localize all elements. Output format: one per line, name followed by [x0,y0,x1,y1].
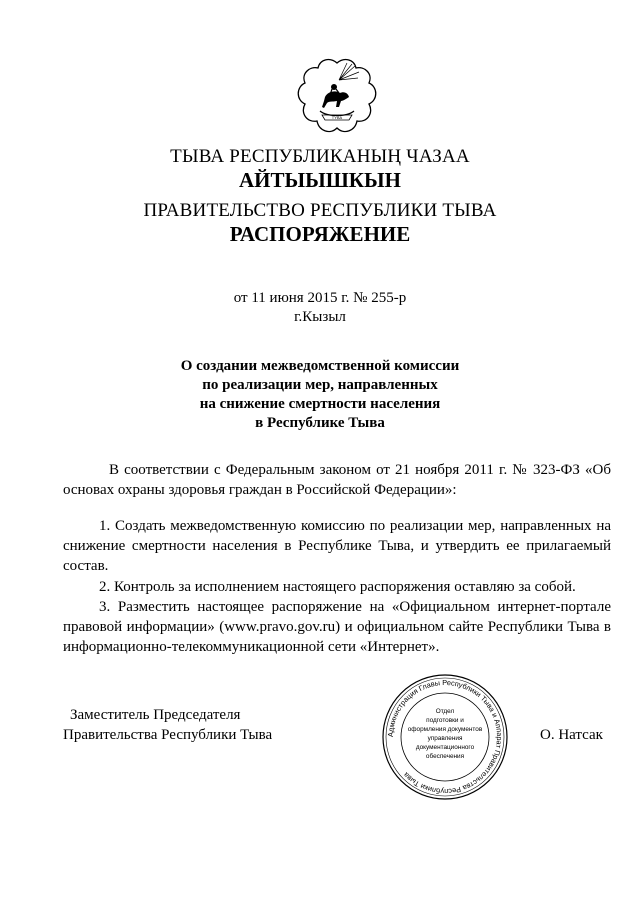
document-title [0,357,640,433]
header-tuvan-government: ТЫВА РЕСПУБЛИКАНЫҢ ЧАЗАА [170,146,470,167]
preamble-paragraph: В соответствии с Федеральным законом от 21 ноября 2011 г. № 323-ФЗ «Об основах охраны здоровья граждан в Российской Федерации»: [63,462,611,498]
stamp-center-line: подготовки и [426,717,464,724]
signatory-name: О. Натсак [540,727,603,743]
order-item-3: 3. Разместить настоящее распоряжение на «Официальном интернет-портале правовой информации» (www.pravo.gov.ru) и официальном сайте Республики Тыва в информационно-телекоммуникационной сети «Интернет». [63,599,611,655]
title-line: в Республике Тыва [255,415,385,431]
signatory-position-line2: Правительства Республики Тыва [63,727,273,743]
official-stamp [380,672,510,802]
svg-text:TYBA: TYBA [331,115,343,120]
coat-of-arms-tyva-icon [292,55,382,145]
document-date-number: от 11 июня 2015 г. № 255-р [233,290,407,306]
title-line: на снижение смертности населения [199,396,441,412]
stamp-center-line: управления [427,735,463,742]
header-russian-doc-type: РАСПОРЯЖЕНИЕ [229,222,411,246]
stamp-center-line: Отдел [435,708,455,715]
document-city: г.Кызыл [294,309,346,325]
stamp-center-line: обеспечения [425,753,465,760]
header-russian-government: ПРАВИТЕЛЬСТВО РЕСПУБЛИКИ ТЫВА [143,200,497,221]
title-line: О создании межведомственной комиссии [180,358,460,374]
stamp-center-line: документационного [415,744,475,751]
stamp-ring-text: Администрация Главы Республики Тыва и Аппарат Правительства Республики Тыва [385,677,505,797]
order-item-2: 2. Контроль за исполнением настоящего распоряжения оставляю за собой. [99,579,576,595]
title-line: по реализации мер, направленных [202,377,438,393]
stamp-center-line: оформления документов [407,726,483,733]
signatory-position-line1: Заместитель Председателя [70,707,241,723]
order-item-1: 1. Создать межведомственную комиссию по реализации мер, направленных на снижение смертности населения в Республике Тыва, и утвердить ее прилагаемый состав. [63,518,611,574]
header-tuvan-doc-type: АЙТЫЫШКЫН [239,168,401,192]
